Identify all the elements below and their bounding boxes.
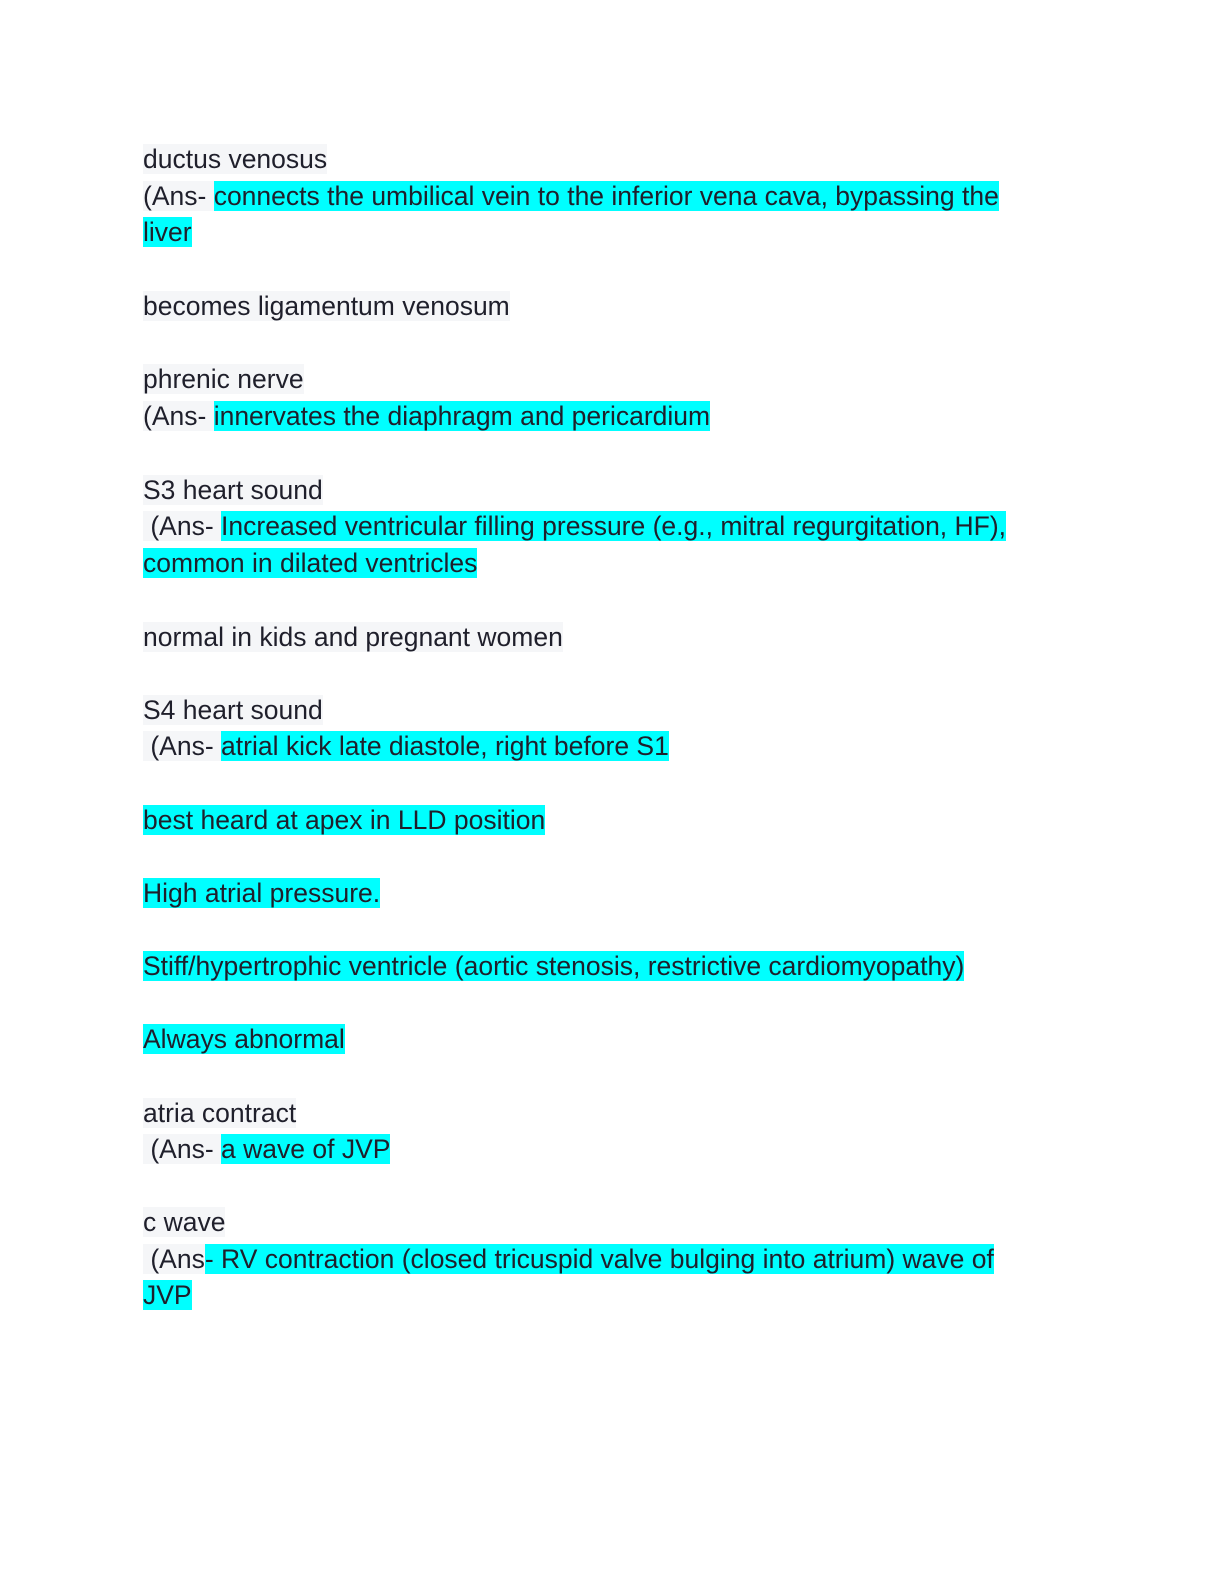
answer-paragraph: best heard at apex in LLD position	[143, 805, 546, 835]
term-phrenic-nerve: phrenic nerve	[143, 364, 304, 394]
term-s4-heart-sound: S4 heart sound	[143, 695, 323, 725]
highlighted-answer: Increased ventricular filling pressure (e.g., mitral regurgitation, HF),	[221, 511, 1007, 541]
answer-line	[143, 178, 999, 214]
answer-line	[143, 545, 477, 581]
answer-line	[143, 728, 669, 764]
answer-line	[143, 1241, 994, 1277]
answer-paragraph: Always abnormal	[143, 1024, 345, 1054]
term-atria-contract: atria contract	[143, 1098, 297, 1128]
answer-prefix: (Ans	[143, 1244, 205, 1274]
highlighted-answer: liver	[143, 217, 192, 247]
answer-paragraph: High atrial pressure.	[143, 878, 381, 908]
answer-line	[143, 1277, 192, 1313]
answer-line	[143, 398, 710, 434]
answer-prefix: (Ans-	[143, 401, 214, 431]
answer-line	[143, 508, 1006, 544]
term-c-wave: c wave	[143, 1207, 226, 1237]
highlighted-answer: - RV contraction (closed tricuspid valve bulging into atrium) wave of	[204, 1244, 994, 1274]
answer-prefix: (Ans-	[143, 1134, 222, 1164]
highlighted-answer: a wave of JVP	[221, 1134, 391, 1164]
answer-paragraph: Stiff/hypertrophic ventricle (aortic stenosis, restrictive cardiomyopathy)	[143, 951, 965, 981]
highlighted-answer: connects the umbilical vein to the inferior vena cava, bypassing the	[213, 181, 999, 211]
answer-line	[143, 1131, 390, 1167]
answer-prefix: (Ans-	[143, 731, 222, 761]
term-ductus-venosus: ductus venosus	[143, 144, 328, 174]
term-s3-heart-sound: S3 heart sound	[143, 475, 323, 505]
highlighted-answer: atrial kick late diastole, right before S1	[221, 731, 669, 761]
highlighted-answer: innervates the diaphragm and pericardium	[213, 401, 711, 431]
highlighted-answer: common in dilated ventricles	[143, 548, 478, 578]
answer-line	[143, 214, 192, 250]
answer-prefix: (Ans-	[143, 181, 214, 211]
note-line: becomes ligamentum venosum	[143, 291, 510, 321]
highlighted-answer: JVP	[143, 1280, 192, 1310]
note-line: normal in kids and pregnant women	[143, 622, 563, 652]
answer-prefix: (Ans-	[143, 511, 222, 541]
